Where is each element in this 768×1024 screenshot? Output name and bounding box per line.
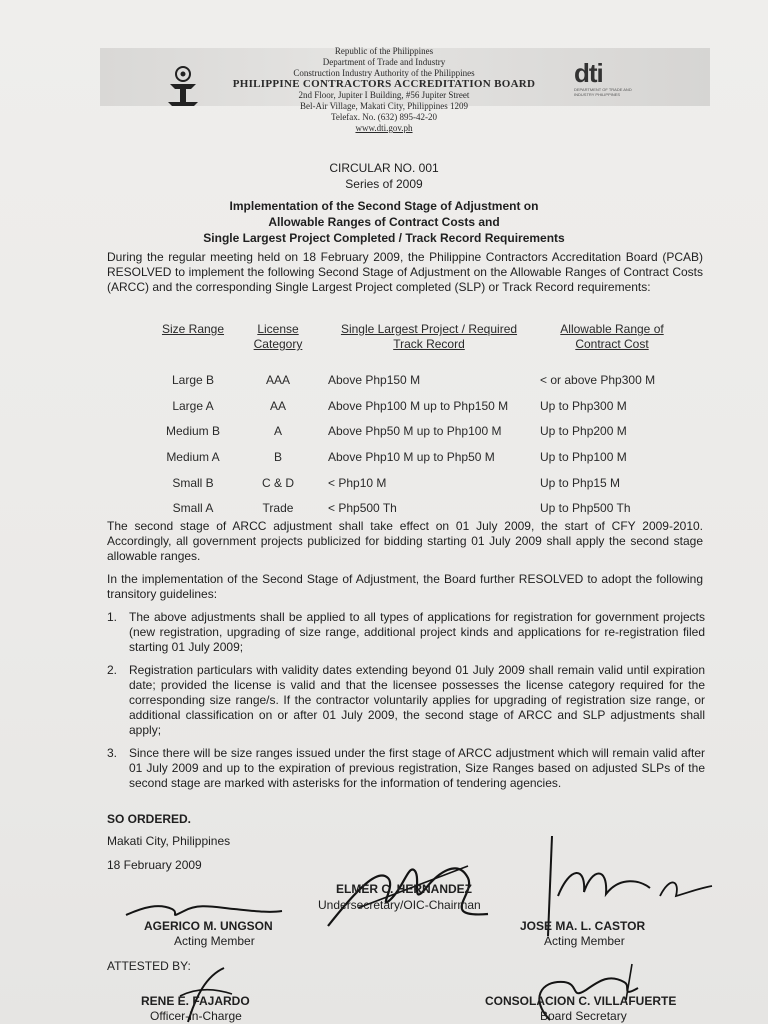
ungson-title: Acting Member (174, 934, 255, 948)
letterhead-text (0, 46, 768, 134)
letterhead-department: Department of Trade and Industry (322, 57, 446, 67)
item-text: The above adjustments shall be applied to all types of applications for registration for government projects (new registration, upgrading of size range, additional project kinds and applications for re-registration filed starting 01 July 2009; (129, 610, 705, 654)
date: 18 February 2009 (107, 858, 202, 872)
cell-slp: Above Php10 M up to Php50 M (328, 450, 495, 465)
ungson-name: AGERICO M. UNGSON (144, 919, 273, 933)
cell-category: B (273, 450, 282, 465)
item-number: 1. (107, 610, 118, 624)
cell-slp: Above Php50 M up to Php100 M (328, 424, 502, 439)
title-line-1: Implementation of the Second Stage of Adjustment on (229, 199, 539, 213)
list-item (107, 746, 705, 791)
hernandez-title: Undersecretary/OIC-Chairman (318, 898, 481, 912)
cell-size: Medium A (166, 450, 220, 465)
cell-range: Up to Php200 M (540, 424, 627, 439)
title-line-2: Allowable Ranges of Contract Costs and (268, 215, 500, 229)
letterhead-telefax: Telefax. No. (632) 895-42-20 (330, 112, 438, 122)
cell-size: Large A (172, 398, 214, 413)
guidelines-intro: In the implementation of the Second Stage of Adjustment, the Board further RESOLVED to adopt the following transitory guidelines: (107, 572, 703, 601)
header-allowable-range: Allowable Range of Contract Cost (560, 322, 664, 351)
cell-category: A (273, 424, 282, 439)
cell-category: C & D (261, 475, 294, 490)
castor-name: JOSE MA. L. CASTOR (520, 919, 646, 933)
table-row (150, 470, 684, 496)
header-license-category: License Category (253, 322, 303, 351)
title-line-3: Single Largest Project Completed / Track Record Requirements (203, 231, 565, 245)
cell-range: Up to Php300 M (540, 398, 627, 413)
list-item (107, 610, 705, 655)
cell-slp: Above Php100 M up to Php150 M (328, 398, 509, 413)
cell-slp: < Php10 M (328, 475, 387, 490)
item-text: Registration particulars with validity dates extending beyond 01 July 2009 shall remain valid until expiration date; provided the license is valid and that the licensee possesses the license category required for the corresponding size range/s. If the contractor voluntarily applies for upgrading of registration size range, or additional classification on or after 01 July 2009, the second stage of ARCC and SLP adjustments shall apply; (129, 663, 705, 737)
effect-paragraph: The second stage of ARCC adjustment shall take effect on 01 July 2009, the start of CFY 2009-2010. Accordingly, all government projects publicized for bidding starting 01 July 2009 shall apply the second stage allowable ranges. (107, 519, 703, 563)
intro-paragraph: During the regular meeting held on 18 February 2009, the Philippine Contractors Accreditation Board (PCAB) RESOLVED to implement the following Second Stage of Adjustment on the Allowable Ranges of Contract Costs (ARCC) and the corresponding Single Largest Project completed (SLP) or Track Record requirements: (107, 250, 703, 294)
villafuerte-title: Board Secretary (540, 1009, 627, 1023)
item-text: Since there will be size ranges issued under the first stage of ARCC adjustment which will remain valid after 01 July 2009 and up to the expiration of previous registration, Size Ranges based on adjusted SLPs of the second stage are marked with asterisks for the information of tendering agencies. (129, 746, 705, 790)
letterhead-address2: Bel-Air Village, Makati City, Philippines 1209 (300, 101, 468, 111)
item-number: 3. (107, 746, 118, 760)
fajardo-name: RENE E. FAJARDO (141, 994, 250, 1008)
letterhead-board: PHILIPPINE CONTRACTORS ACCREDITATION BOARD (232, 78, 536, 90)
fajardo-title: Officer-in-Charge (150, 1009, 242, 1023)
header-size-range: Size Range (161, 322, 225, 336)
cell-size: Small A (172, 501, 214, 516)
dti-logo (574, 60, 634, 100)
cell-range: Up to Php500 Th (540, 501, 631, 516)
guidelines-list (107, 610, 705, 799)
cell-size: Medium B (165, 424, 221, 439)
table-row (150, 419, 684, 445)
dti-logo-subtext: DEPARTMENT OF TRADE AND INDUSTRY PHILIPPINES (574, 87, 632, 97)
dti-logo-text: dti (574, 58, 603, 88)
cell-slp: Above Php150 M (328, 373, 421, 388)
table-row (150, 496, 684, 522)
letterhead-website: www.dti.gov.ph (355, 123, 413, 133)
circular-heading (0, 160, 768, 192)
cell-slp: < Php500 Th (328, 501, 397, 516)
cell-size: Small B (172, 475, 214, 490)
hernandez-name: ELMER C. HERNANDEZ (336, 882, 473, 896)
castor-title: Acting Member (544, 934, 625, 948)
cell-range: < or above Php300 M (540, 373, 656, 388)
attested-by: ATTESTED BY: (107, 959, 191, 973)
table-row (150, 445, 684, 471)
circular-title (0, 198, 768, 246)
so-ordered: SO ORDERED. (107, 812, 192, 826)
header-slp: Single Largest Project / Required Track Record (340, 322, 518, 351)
letterhead-republic: Republic of the Philippines (334, 46, 434, 56)
cell-category: AAA (265, 373, 290, 388)
arcc-table (150, 322, 684, 522)
cell-category: Trade (262, 501, 294, 516)
circular-series: Series of 2009 (345, 177, 423, 191)
cell-size: Large B (171, 373, 215, 388)
list-item (107, 663, 705, 738)
table-row (150, 394, 684, 420)
item-number: 2. (107, 663, 118, 677)
circular-number: CIRCULAR NO. 001 (329, 161, 439, 175)
cell-range: Up to Php100 M (540, 450, 627, 465)
table-header-row (150, 322, 684, 368)
table-row (150, 368, 684, 394)
letterhead-authority: Construction Industry Authority of the Philippines (293, 68, 475, 78)
cell-range: Up to Php15 M (540, 475, 621, 490)
villafuerte-name: CONSOLACION C. VILLAFUERTE (485, 994, 677, 1008)
place: Makati City, Philippines (107, 834, 231, 848)
letterhead-address1: 2nd Floor, Jupiter I Building, #56 Jupiter Street (298, 90, 470, 100)
cell-category: AA (269, 398, 286, 413)
